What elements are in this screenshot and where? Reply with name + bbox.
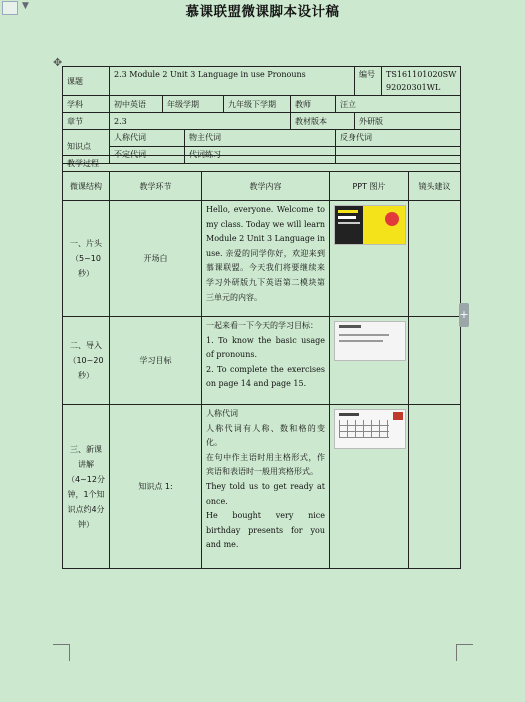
code-label: 编号 xyxy=(355,67,382,96)
semester-value: 九年级下学期 xyxy=(224,96,291,113)
expand-panel-button[interactable]: + xyxy=(459,303,469,327)
column-header-structure: 微课结构 xyxy=(63,172,110,201)
process-section-title: 教学过程 xyxy=(63,156,461,172)
code-value-line1: TS161101020SW xyxy=(386,70,457,79)
table-move-handle-icon[interactable]: ✥ xyxy=(53,56,63,69)
row-shot xyxy=(409,405,461,569)
knowledge-point-5: 代词练习 xyxy=(185,147,336,164)
row-shot xyxy=(409,201,461,317)
semester-label: 年级学期 xyxy=(163,96,224,113)
row-content: 人称代词 人称代词有人称、数和格的变化。 在句中作主语时用主格形式，作宾语和表语时一般用宾格形式。 They told us to get ready at once. He bought very nice birthday presents for you and me. xyxy=(202,405,330,569)
code-value-line2: 92020301WL xyxy=(386,83,441,92)
row-link: 学习目标 xyxy=(110,317,202,405)
edition-label: 教材版本 xyxy=(291,113,355,130)
row-shot xyxy=(409,317,461,405)
subject-label: 学科 xyxy=(63,96,110,113)
row-link: 知识点 1: xyxy=(110,405,202,569)
chevron-down-icon[interactable]: ▼ xyxy=(22,1,29,11)
row-ppt xyxy=(330,201,409,317)
row-link: 开场白 xyxy=(110,201,202,317)
knowledge-point-1: 人称代词 xyxy=(110,130,185,147)
knowledge-label: 知识点 xyxy=(63,130,110,164)
chapter-label: 章节 xyxy=(63,113,110,130)
topic-value: 2.3 Module 2 Unit 3 Language in use Pronouns xyxy=(110,67,355,96)
table-row xyxy=(63,317,461,405)
row-content: Hello, everyone. Welcome to my class. Today we will learn Module 2 Unit 3 Language in use. 亲爱的同学你好，欢迎来到慕课联盟。今天我们将要继续来学习外研版九下英语第二模块第三单元的内容。 xyxy=(202,201,330,317)
row-stage: 二、导入（10~20秒） xyxy=(63,317,110,405)
row-stage: 三、新课讲解（4~12分钟，1个知识点约4分钟） xyxy=(63,405,110,569)
subject-value: 初中英语 xyxy=(110,96,163,113)
chapter-value: 2.3 xyxy=(110,113,291,130)
table-row xyxy=(63,201,461,317)
edition-value: 外研版 xyxy=(355,113,461,130)
ppt-thumbnail-image xyxy=(334,321,406,361)
knowledge-point-4: 不定代词 xyxy=(110,147,185,164)
page-corner-mark-left xyxy=(53,644,70,661)
row-ppt xyxy=(330,405,409,569)
row-stage: 一、片头（5~10秒） xyxy=(63,201,110,317)
page-title: 慕课联盟微课脚本设计稿 xyxy=(185,4,340,20)
header-table xyxy=(62,66,461,164)
column-header-shot: 镜头建议 xyxy=(409,172,461,201)
process-table xyxy=(62,155,461,569)
topic-label: 课题 xyxy=(63,67,110,96)
table-row xyxy=(63,405,461,569)
ppt-thumbnail-image xyxy=(334,205,406,245)
row-ppt xyxy=(330,317,409,405)
column-header-link: 教学环节 xyxy=(110,172,202,201)
ppt-thumbnail-image xyxy=(334,409,406,449)
teacher-value: 汪立 xyxy=(336,96,461,113)
column-header-content: 教学内容 xyxy=(202,172,330,201)
knowledge-point-2: 物主代词 xyxy=(185,130,336,147)
column-header-ppt: PPT 图片 xyxy=(330,172,409,201)
row-content: 一起来看一下今天的学习目标： 1. To know the basic usage of pronouns. 2. To complete the exercises on page 14 and page 15. xyxy=(202,317,330,405)
knowledge-point-3: 反身代词 xyxy=(336,130,461,147)
code-value xyxy=(382,67,461,96)
teacher-label: 教师 xyxy=(291,96,336,113)
page-corner-mark-right xyxy=(456,644,473,661)
